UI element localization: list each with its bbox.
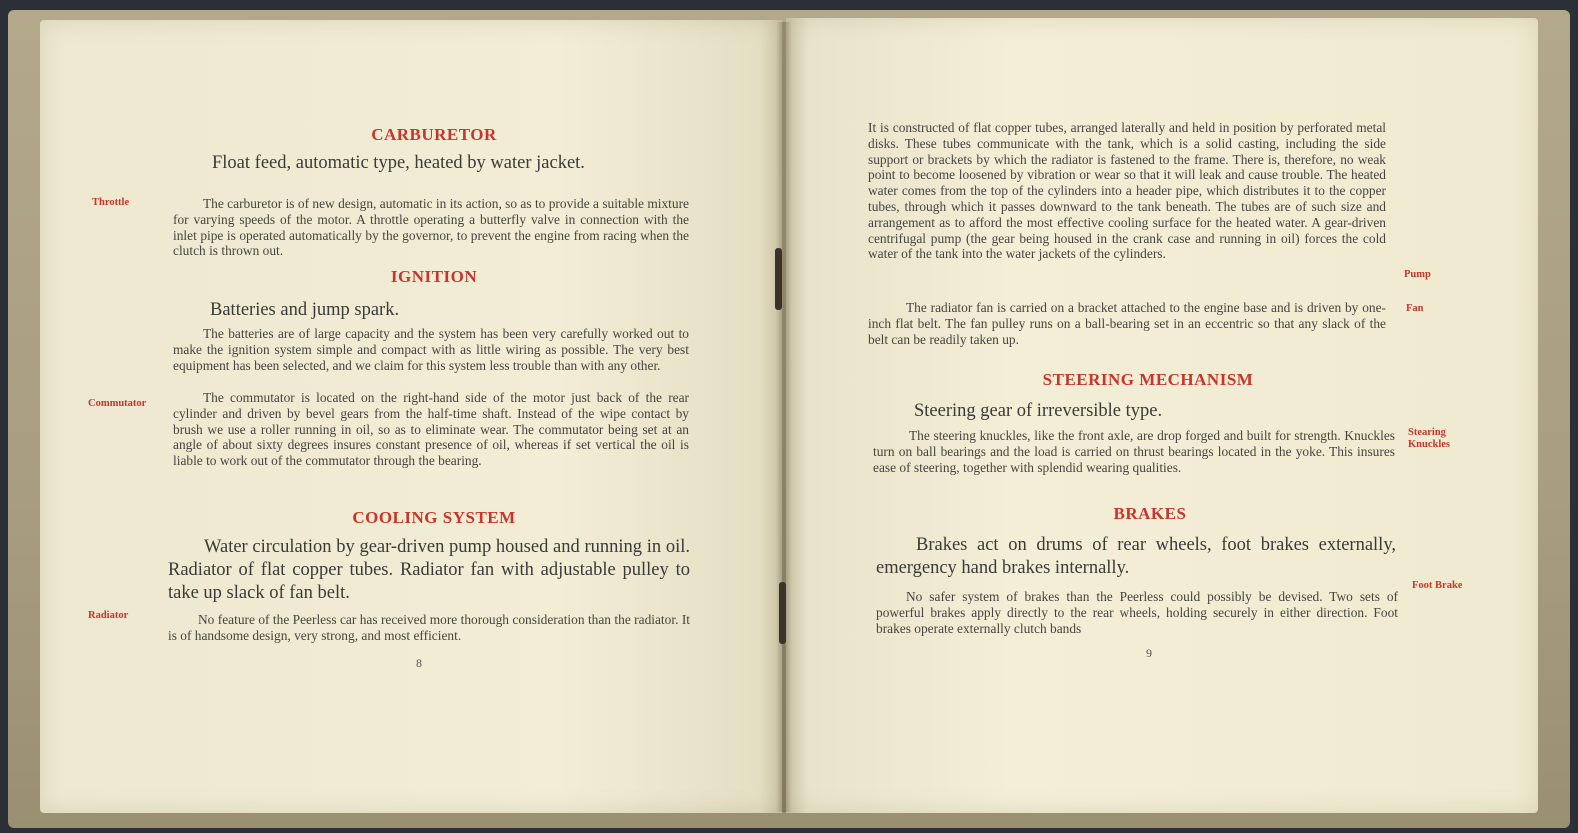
margin-note-pump: Pump xyxy=(1404,269,1431,280)
steering-mechanism-lede: Steering gear of irreversible type. xyxy=(914,401,1163,421)
carburetor-heading: CARBURETOR xyxy=(371,125,497,144)
margin-note-radiator: Radiator xyxy=(88,610,129,621)
cooling-continued-body-1: It is constructed of flat copper tubes, arranged laterally and held in position by perforated metal disks. These tubes communicate with the tank, which is a solid casting, including the side support or brackets by which the radiator is fastened to the frame. There is, therefore, no weak point to become loosened by vibration or wear so that it will leak and cause trouble. The heated water comes from the top of the cylinders into a header pipe, which distributes it to the copper tubes, through which it passes downward to the tank beneath. The tubes are of such size and arrangement as to afford the most effective cooling surface for the heated water. A gear-driven centrifugal pump (the gear being housed in the crank case and running in oil) forces the cold water of the tank into the water jackets of the cylinders. xyxy=(868,120,1386,262)
ignition-heading: IGNITION xyxy=(390,267,478,286)
brakes-heading: BRAKES xyxy=(1113,504,1187,523)
steering-mechanism-heading: STEERING MECHANISM xyxy=(1042,370,1254,389)
cooling-continued-body-2: The radiator fan is carried on a bracket attached to the engine base and is driven by one-inch flat belt. The fan pulley runs on a ball-bearing set in an eccentric so that any slack of the belt can be readily taken up. xyxy=(868,300,1386,347)
cooling-system-heading: COOLING SYSTEM xyxy=(352,508,516,527)
book-spine xyxy=(776,22,792,812)
ignition-body-2: The commutator is located on the right-hand side of the motor just back of the rear cylinder and driven by bevel gears from the half-time shaft. Instead of the wipe contact by brush we use a roller running in oil, so as to eliminate wear. The commutator being set at an angle of about sixty degrees insures constant presence of oil, whereas if set vertical the oil is liable to work out of the commutator through the bearing. xyxy=(173,390,689,469)
brakes-body: No safer system of brakes than the Peerless could possibly be devised. Two sets of powerful brakes apply directly to the rear wheels, holding securely in either direction. Foot brakes operate externally clutch bands xyxy=(876,589,1398,636)
carburetor-lede: Float feed, automatic type, heated by water jacket. xyxy=(212,153,585,173)
cooling-system-body: No feature of the Peerless car has received more thorough consideration than the radiator. It is of handsome design, very strong, and most efficient. xyxy=(168,612,690,643)
binding-stitch-top xyxy=(775,248,782,310)
margin-note-fan: Fan xyxy=(1406,303,1424,314)
carburetor-body: The carburetor is of new design, automatic in its action, so as to provide a suitable mixture for varying speeds of the motor. A throttle operating a butterfly valve in connection with the inlet pipe is operated automatically by the governor, to prevent the engine from racing when the clutch is thrown out. xyxy=(173,196,689,259)
ignition-lede: Batteries and jump spark. xyxy=(210,300,400,320)
margin-note-commutator: Commutator xyxy=(88,398,147,409)
binding-stitch-bottom xyxy=(779,582,786,644)
steering-mechanism-body: The steering knuckles, like the front axle, are drop forged and built for strength. Knuckles turn on ball bearings and the load is carried on thrust bearings located in the yoke. This insures ease of steering, together with splendid wearing qualities. xyxy=(873,428,1395,475)
ignition-body-1: The batteries are of large capacity and the system has been very carefully worked out to make the ignition system simple and compact with as little wiring as possible. The very best equipment has been selected, and we claim for this system less trouble than with any other. xyxy=(173,326,689,373)
margin-note-foot-brake: Foot Brake xyxy=(1412,580,1463,591)
margin-note-throttle: Throttle xyxy=(92,197,130,208)
page-number-left: 8 xyxy=(416,656,422,670)
brakes-lede: Brakes act on drums of rear wheels, foot brakes externally, emergency hand brakes internally. xyxy=(876,535,1396,578)
margin-note-steering-knuckles: Stearing Knuckles xyxy=(1408,427,1451,450)
cooling-system-lede: Water circulation by gear-driven pump housed and running in oil. Radiator of flat copper tubes. Radiator fan with adjustable pulley to take up slack of fan belt. xyxy=(168,537,690,603)
page-number-right: 9 xyxy=(1146,646,1152,660)
